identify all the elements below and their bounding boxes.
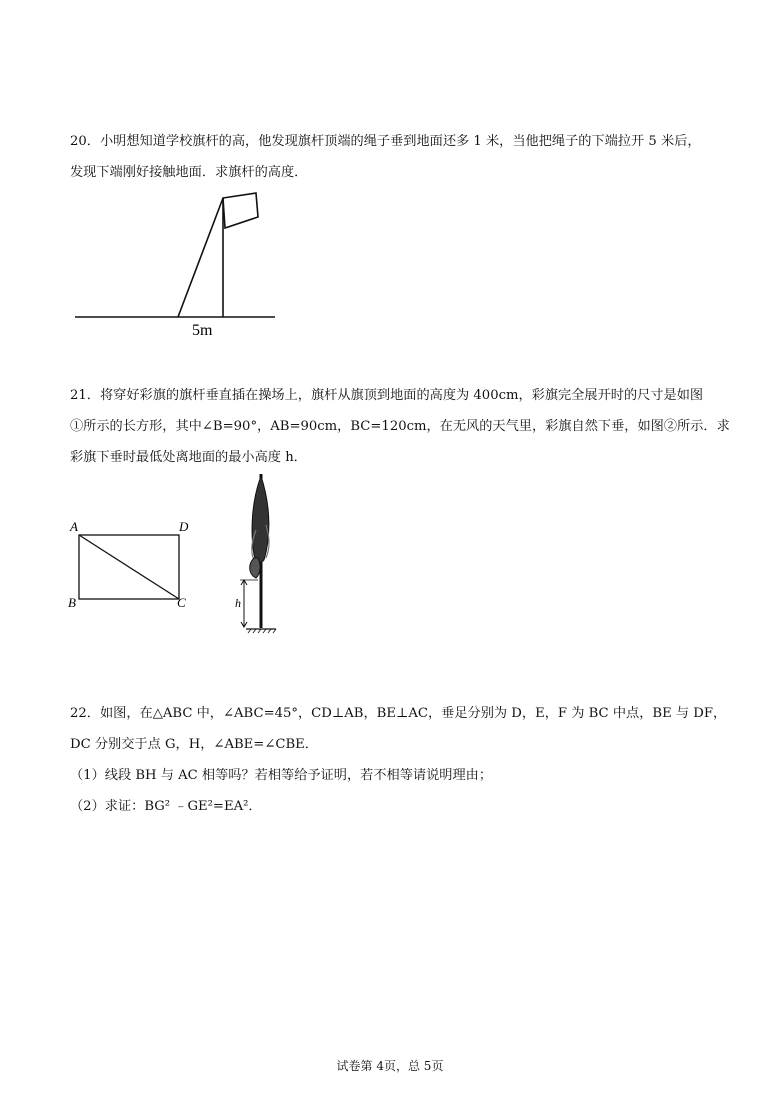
- rectangle-figure: [65, 515, 195, 610]
- page-footer: 试卷第 4页，总 5页: [336, 1059, 444, 1073]
- flag-corner: [250, 558, 260, 578]
- q21-line-1: 21．将穿好彩旗的旗杆垂直插在操场上，旗杆从旗顶到地面的高度为 400cm，彩旗完全展开时的尺寸是如图: [70, 388, 704, 403]
- q22-part-1: （1）线段 BH 与 AC 相等吗？若相等给予证明，若不相等请说明理由；: [70, 768, 493, 783]
- label-d: D: [179, 519, 189, 534]
- q22-line-1: 22．如图，在△ABC 中，∠ABC=45°，CD⊥AB，BE⊥AC，垂足分别为 D，E，F 为 BC 中点，BE 与 DF，: [70, 706, 727, 721]
- hanging-flag-figure: [230, 470, 290, 635]
- q22-line-2: DC 分别交于点 G，H，∠ABE=∠CBE．: [70, 737, 318, 752]
- furled-flag: [252, 476, 269, 562]
- diagonal-ac: [79, 535, 179, 599]
- label-b: B: [68, 595, 76, 610]
- label-h: h: [235, 596, 241, 610]
- label-c: C: [177, 595, 186, 610]
- q21-line-3: 彩旗下垂时最低处离地面的最小高度 h．: [70, 450, 307, 465]
- flagpole-figure: [70, 190, 290, 345]
- rope-line: [178, 198, 223, 317]
- q22-part-2: （2）求证：BG² ﹣GE²=EA²．: [70, 799, 262, 814]
- q21-line-2: ①所示的长方形，其中∠B=90°，AB=90cm，BC=120cm，在无风的天气里，彩旗自然下垂，如图②所示．求: [70, 419, 730, 434]
- distance-label: 5m: [192, 322, 213, 339]
- flag-shape: [223, 193, 258, 228]
- q20-line-1: 20．小明想知道学校旗杆的高，他发现旗杆顶端的绳子垂到地面还多 1 米，当他把绳子的下端拉开 5 米后，: [70, 134, 701, 149]
- q20-line-2: 发现下端刚好接触地面．求旗杆的高度．: [70, 165, 308, 180]
- label-a: A: [70, 519, 78, 534]
